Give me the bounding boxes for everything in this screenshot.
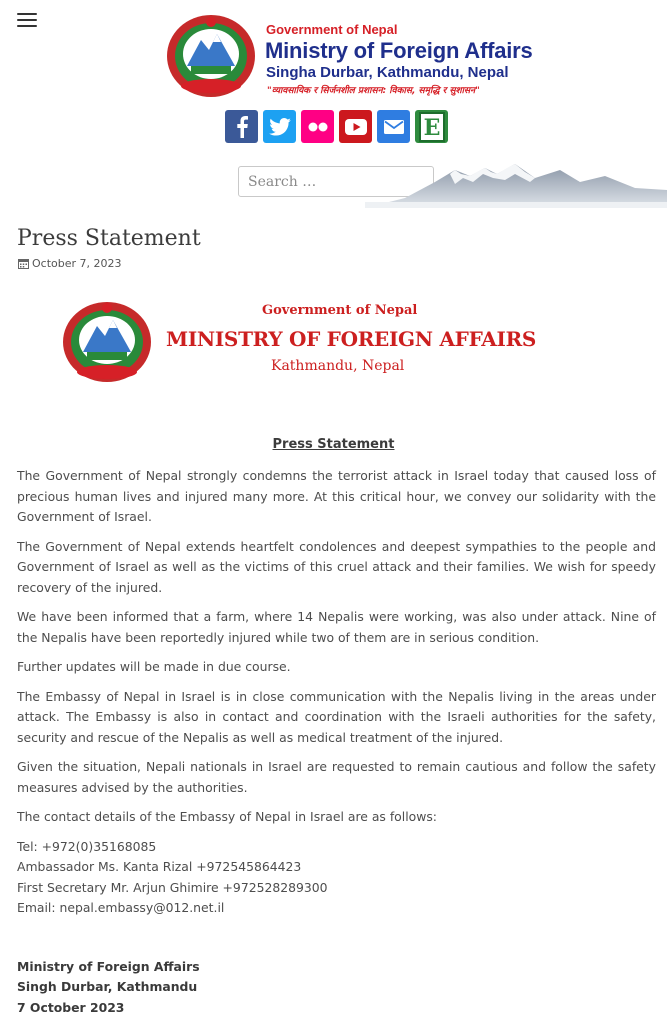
contact-line: First Secretary Mr. Arjun Ghimire +972528289300 [17,879,328,895]
header-address: Singha Durbar, Kathmandu, Nepal [266,64,509,81]
statement-paragraph: The Embassy of Nepal in Israel is in close communication with the Nepalis living in the areas under attack. The Embassy is also in contact and coordination with the Israeli authorities for the safety, security and rescue of the Nepalis as well as medical treatment of the injured. [17,688,656,745]
statement-paragraph: Further updates will be made in due course. [17,659,291,674]
signoff-line: 7 October 2023 [17,999,125,1015]
letterhead-city: Kathmandu, Nepal [271,358,405,374]
statement-paragraph: The Government of Nepal strongly condemns the terrorist attack in Israel today that caused loss of precious human lives and injured many more. At this critical hour, we convey our solidarity with the Government of Israel. [17,468,656,524]
header-motto: "व्यावसायिक र सिर्जनशील प्रशासन: विकास, समृद्धि र सुशासन" [267,86,480,96]
letterhead-image [60,294,537,390]
statement-signoff [17,957,656,1019]
site-logo[interactable] [163,12,533,102]
hamburger-menu-icon[interactable] [17,13,37,29]
post-date [18,257,122,270]
header-government-text: Government of Nepal [266,22,398,37]
statement-paragraph: The contact details of the Embassy of Nepal in Israel are as follows: [17,809,437,824]
mountain-banner-image [365,160,667,208]
statement-heading: Press Statement [272,437,395,452]
statement-paragraph: Given the situation, Nepali nationals in Israel are requested to remain cautious and follow the safety measures advised by the authorities. [17,759,656,795]
twitter-icon[interactable] [263,110,296,143]
contact-line: Ambassador Ms. Kanta Rizal +972545864423 [17,859,302,874]
flickr-icon[interactable] [301,110,334,143]
post-date-text[interactable]: October 7, 2023 [32,257,122,270]
youtube-icon[interactable] [339,110,372,143]
contact-line: Email: nepal.embassy@012.net.il [17,900,225,915]
signoff-line: Singh Durbar, Kathmandu [17,979,198,994]
statement-paragraph: We have been informed that a farm, where 14 Nepalis were working, was also under attack. Nine of the Nepalis have been reportedly injured while two of them are in serious condition. [17,609,656,645]
embassy-contacts [17,837,656,919]
email-icon[interactable] [377,110,410,143]
nepal-emblem-icon [163,12,259,100]
nepal-emblem-icon [60,299,154,385]
statement-body [17,466,656,1018]
e-icon[interactable] [415,110,448,143]
facebook-icon[interactable] [225,110,258,143]
contact-line: Tel: +972(0)35168085 [17,838,157,854]
statement-paragraph: The Government of Nepal extends heartfelt condolences and deepest sympathies to the people and Government of Israel as well as the victims of this cruel attack and their families. We wish for speedy recovery of the injured. [17,538,656,595]
letterhead-government-text: Government of Nepal [262,303,418,318]
calendar-icon [18,258,29,269]
page-title: Press Statement [17,226,201,251]
svg-text:E: E [423,114,440,141]
social-links [225,110,448,143]
letterhead-ministry-title: MINISTRY OF FOREIGN AFFAIRS [166,327,537,351]
signoff-line: Ministry of Foreign Affairs [17,958,200,974]
header-ministry-title: Ministry of Foreign Affairs [265,38,533,63]
